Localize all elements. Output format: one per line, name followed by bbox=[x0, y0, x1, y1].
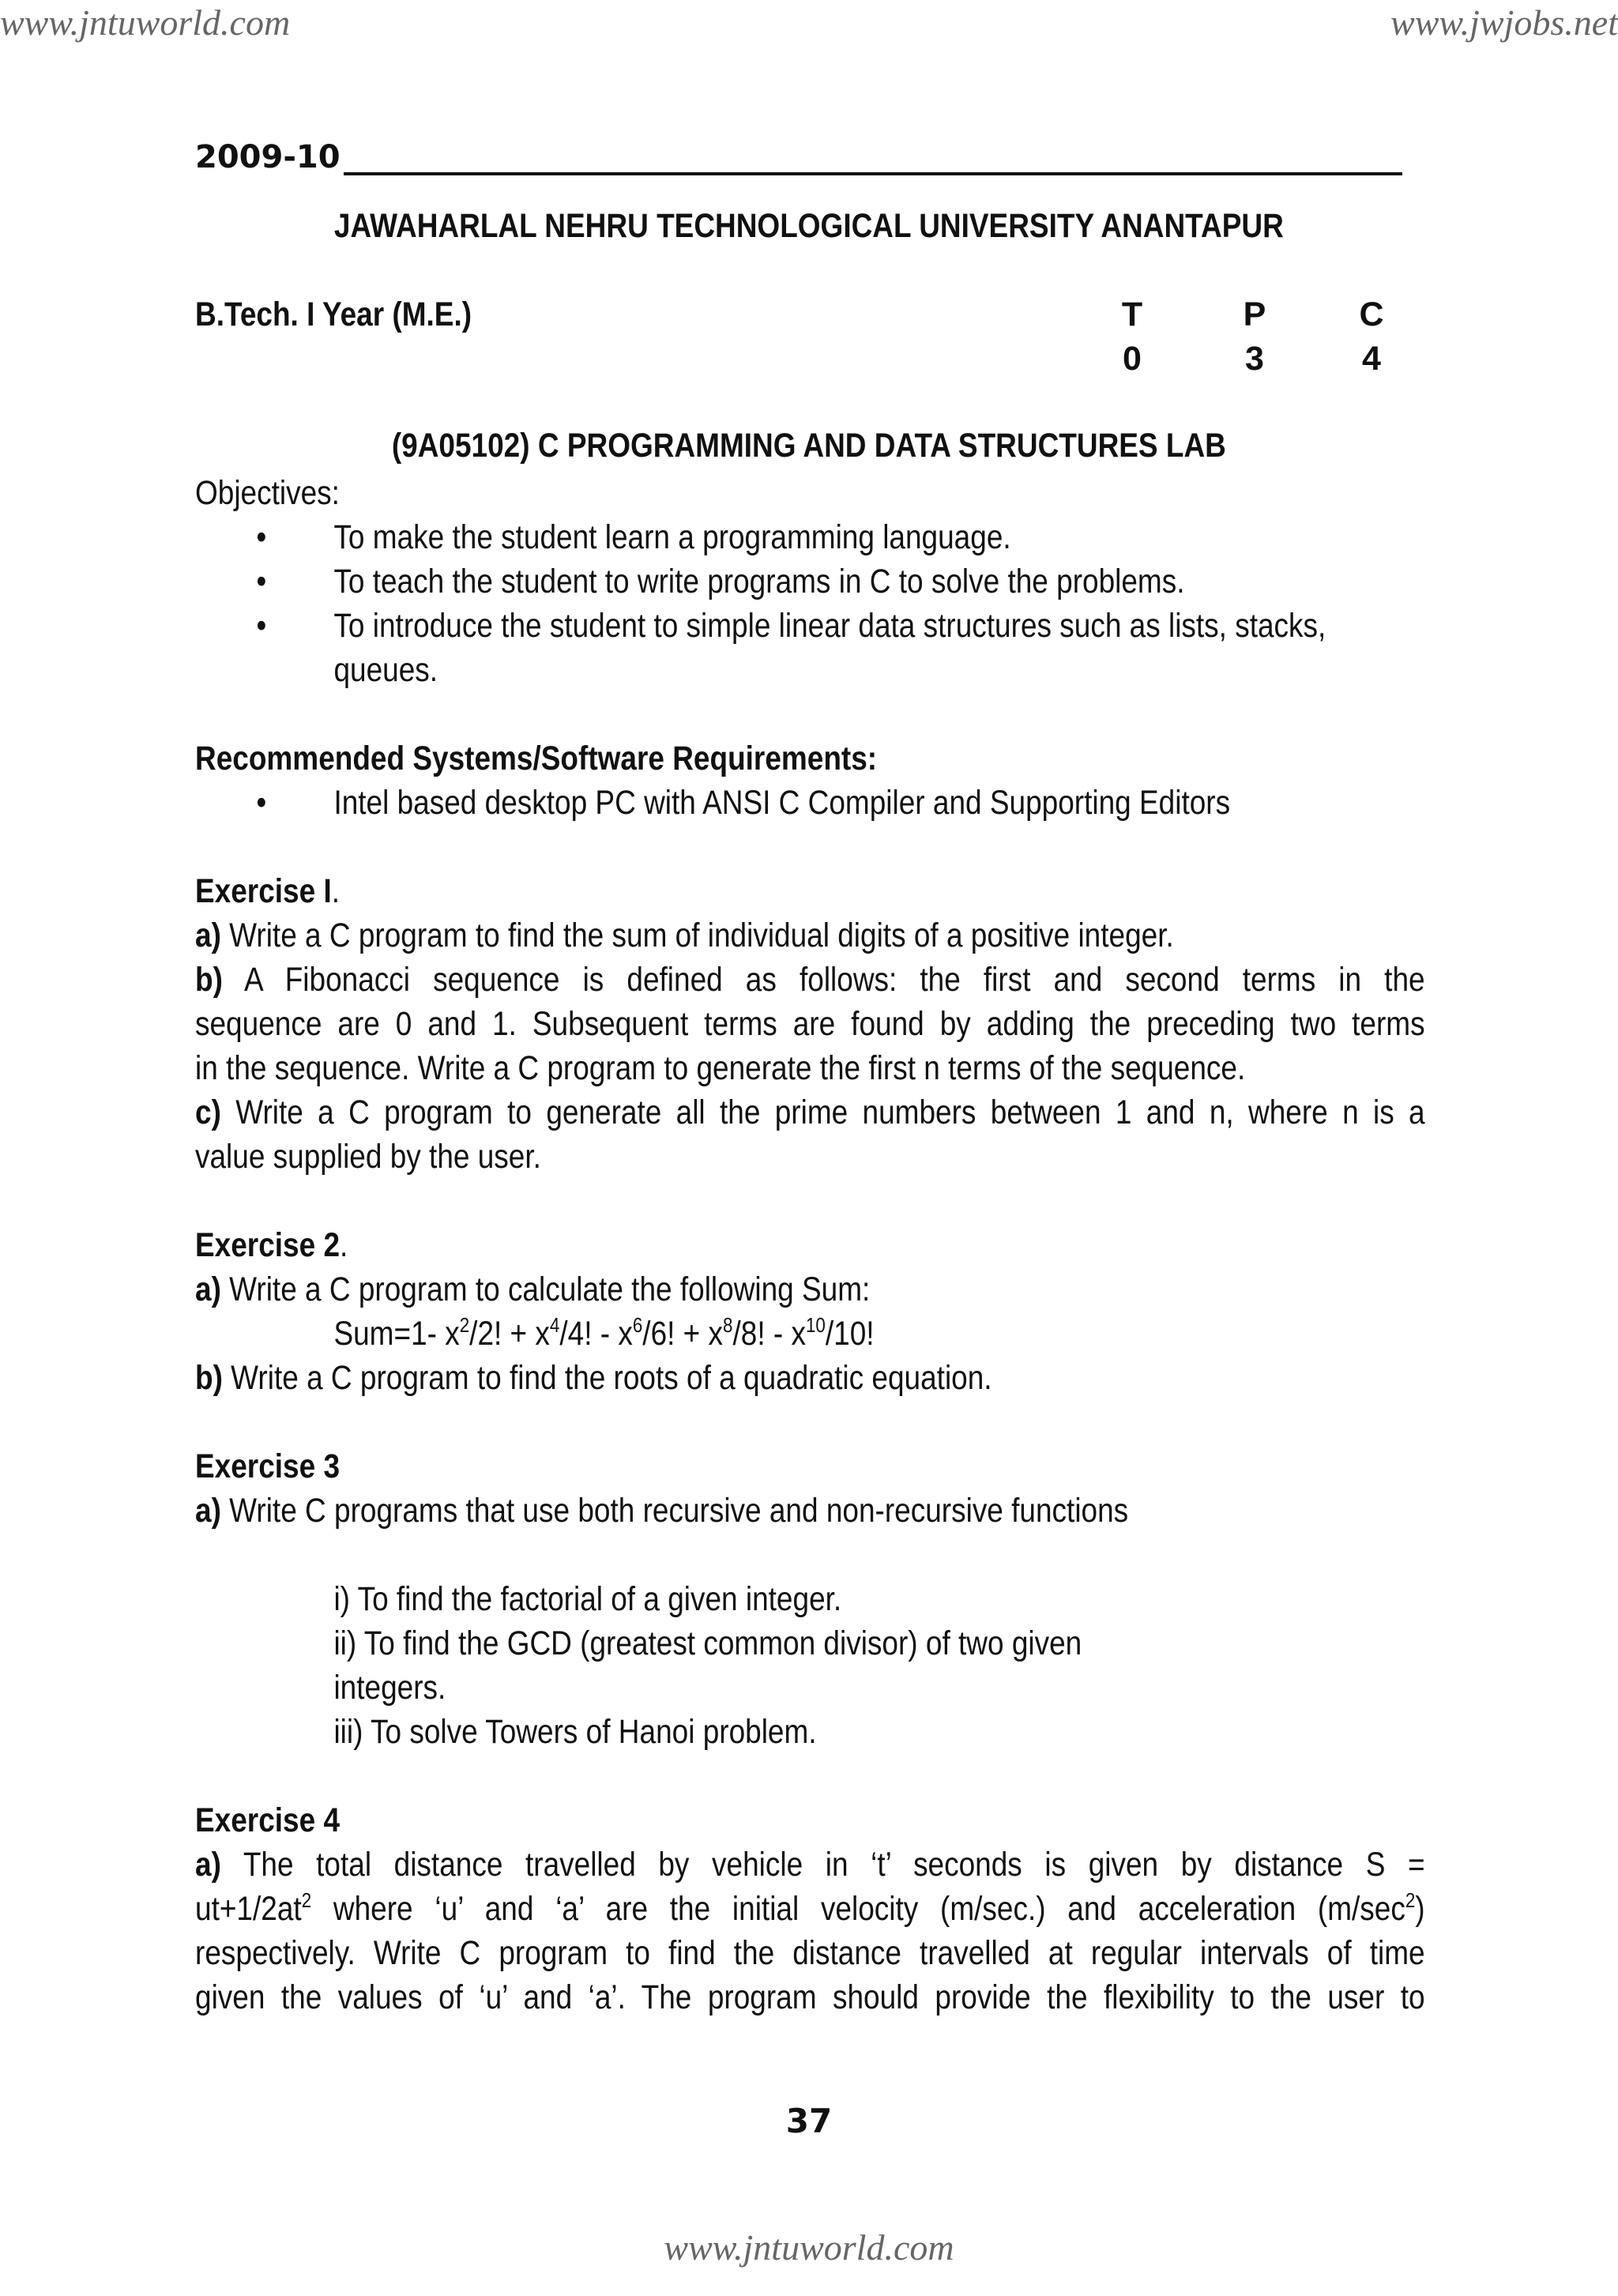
year-label: 2009-10 bbox=[195, 139, 341, 175]
header-rule bbox=[344, 141, 1402, 175]
bullet-icon: • bbox=[256, 518, 267, 556]
exercise-1-b-line3: in the sequence. Write a C program to generate the first n terms of the sequence. bbox=[195, 1049, 1246, 1087]
item-label: b) bbox=[195, 1359, 223, 1397]
exercise-4-a-line4: given the values of ‘u’ and ‘a’. The program should provide the flexibility to the user to bbox=[195, 1978, 1425, 2016]
exercise-1-c-line1 bbox=[195, 1090, 1425, 1135]
exercise-1-title: Exercise I bbox=[195, 872, 332, 910]
lab-title: (9A05102) C PROGRAMMING AND DATA STRUCTURES LAB bbox=[391, 427, 1226, 465]
exercise-1-c-line2: value supplied by the user. bbox=[195, 1138, 541, 1176]
exercise-3-subitem: iii) To solve Towers of Hanoi problem. bbox=[333, 1713, 817, 1751]
exercise-4-heading: Exercise 4 bbox=[195, 1801, 341, 1839]
year-header bbox=[195, 139, 1402, 175]
sum-formula bbox=[195, 1312, 1425, 1356]
course-name: B.Tech. I Year (M.E.) bbox=[195, 295, 472, 333]
objective-text-continued: queues. bbox=[333, 651, 438, 689]
item-text: Write a C program to calculate the following Sum: bbox=[220, 1270, 871, 1308]
exercise-4-a-line2 bbox=[195, 1887, 1425, 1931]
item-text: where ‘u’ and ‘a’ are the initial velocity (m/sec.) and acceleration (m/sec bbox=[311, 1890, 1405, 1928]
exercise-3-subitem: integers. bbox=[333, 1669, 446, 1707]
item-label: a) bbox=[195, 1492, 221, 1530]
formula-part: /10! bbox=[825, 1315, 875, 1353]
exponent: 2 bbox=[1405, 1888, 1416, 1912]
exercise-4-a-line3: respectively. Write C program to find the distance travelled at regular intervals of time bbox=[195, 1934, 1425, 1972]
exercise-3-subitem: i) To find the factorial of a given integer. bbox=[333, 1580, 842, 1618]
requirements-heading: Recommended Systems/Software Requirements: bbox=[195, 740, 878, 777]
tpc-label-t: T bbox=[1121, 295, 1143, 333]
formula-part: /8! - x bbox=[732, 1315, 806, 1353]
item-text: Write a C program to generate all the prime numbers between 1 and n, where n is a bbox=[220, 1093, 1425, 1131]
watermark-top-left: www.jntuworld.com bbox=[0, 2, 291, 43]
item-text: ) bbox=[1415, 1890, 1425, 1928]
objective-item bbox=[195, 515, 1425, 559]
objective-item bbox=[195, 604, 1425, 648]
exercise-2-b bbox=[195, 1356, 1425, 1400]
exercise-3-subitem: ii) To find the GCD (greatest common divisor) of two given bbox=[333, 1624, 1082, 1662]
item-label: c) bbox=[195, 1093, 221, 1131]
tpc-value-p: 3 bbox=[1245, 340, 1264, 378]
tpc-label-c: C bbox=[1359, 295, 1384, 333]
exercise-1-heading bbox=[195, 869, 1425, 913]
item-text: Write a C program to find the roots of a quadratic equation. bbox=[222, 1359, 992, 1397]
item-text: The total distance travelled by vehicle in ‘t’ seconds is given by distance S = bbox=[220, 1846, 1425, 1884]
exercise-2-heading bbox=[195, 1223, 1425, 1267]
item-text: Write a C program to find the sum of individual digits of a positive integer. bbox=[220, 917, 1174, 954]
exercise-2-title: Exercise 2 bbox=[195, 1226, 341, 1264]
exercise-2-a bbox=[195, 1267, 1425, 1312]
tpc-label-p: P bbox=[1243, 295, 1266, 333]
objectives-heading: Objectives: bbox=[195, 474, 340, 512]
formula-part: /2! + x bbox=[469, 1315, 550, 1353]
heading-period: . bbox=[331, 872, 340, 910]
exercise-3-a bbox=[195, 1489, 1425, 1533]
formula-exponent: 6 bbox=[632, 1313, 643, 1337]
formula-part: /6! + x bbox=[642, 1315, 724, 1353]
watermark-bottom: www.jntuworld.com bbox=[664, 2227, 954, 2268]
heading-period: . bbox=[340, 1226, 348, 1264]
exercise-4-a-line1 bbox=[195, 1842, 1425, 1887]
objective-text: To introduce the student to simple linear data structures such as lists, stacks, bbox=[333, 607, 1326, 645]
item-text: A Fibonacci sequence is defined as follows: the first and second terms in the bbox=[222, 961, 1425, 999]
tpc-value-t: 0 bbox=[1123, 340, 1142, 378]
page-number: 37 bbox=[785, 2102, 833, 2140]
watermark-top-right: www.jwjobs.net bbox=[1390, 2, 1618, 43]
exercise-1-b-line2: sequence are 0 and 1. Subsequent terms are found by adding the preceding two terms bbox=[195, 1005, 1425, 1043]
document-body bbox=[195, 471, 1425, 2019]
exercise-1-b-line1 bbox=[195, 958, 1425, 1002]
item-label: b) bbox=[195, 961, 223, 999]
objective-text: To make the student learn a programming language. bbox=[333, 518, 1011, 556]
exercise-3-heading: Exercise 3 bbox=[195, 1447, 341, 1485]
exponent: 2 bbox=[301, 1888, 312, 1912]
item-text: Write C programs that use both recursive and non-recursive functions bbox=[220, 1492, 1129, 1530]
formula-exponent: 2 bbox=[459, 1313, 470, 1337]
bullet-icon: • bbox=[256, 563, 267, 600]
formula-exponent: 8 bbox=[723, 1313, 733, 1337]
item-label: a) bbox=[195, 1846, 221, 1884]
formula-exponent: 4 bbox=[549, 1313, 560, 1337]
formula-part: /4! - x bbox=[559, 1315, 633, 1353]
university-name: JAWAHARLAL NEHRU TECHNOLOGICAL UNIVERSITY ANANTAPUR bbox=[333, 207, 1284, 245]
formula-exponent: 10 bbox=[805, 1313, 826, 1337]
objective-item bbox=[195, 559, 1425, 604]
exercise-1-a bbox=[195, 913, 1425, 958]
item-label: a) bbox=[195, 1270, 221, 1308]
formula-part: Sum=1- x bbox=[333, 1315, 460, 1353]
requirement-item bbox=[195, 781, 1425, 825]
item-text: ut+1/2at bbox=[195, 1890, 302, 1928]
bullet-icon: • bbox=[256, 607, 267, 645]
requirement-text: Intel based desktop PC with ANSI C Compiler and Supporting Editors bbox=[333, 784, 1231, 822]
tpc-value-c: 4 bbox=[1362, 340, 1381, 378]
objective-text: To teach the student to write programs in C to solve the problems. bbox=[333, 563, 1185, 600]
item-label: a) bbox=[195, 917, 221, 954]
bullet-icon: • bbox=[256, 784, 267, 822]
